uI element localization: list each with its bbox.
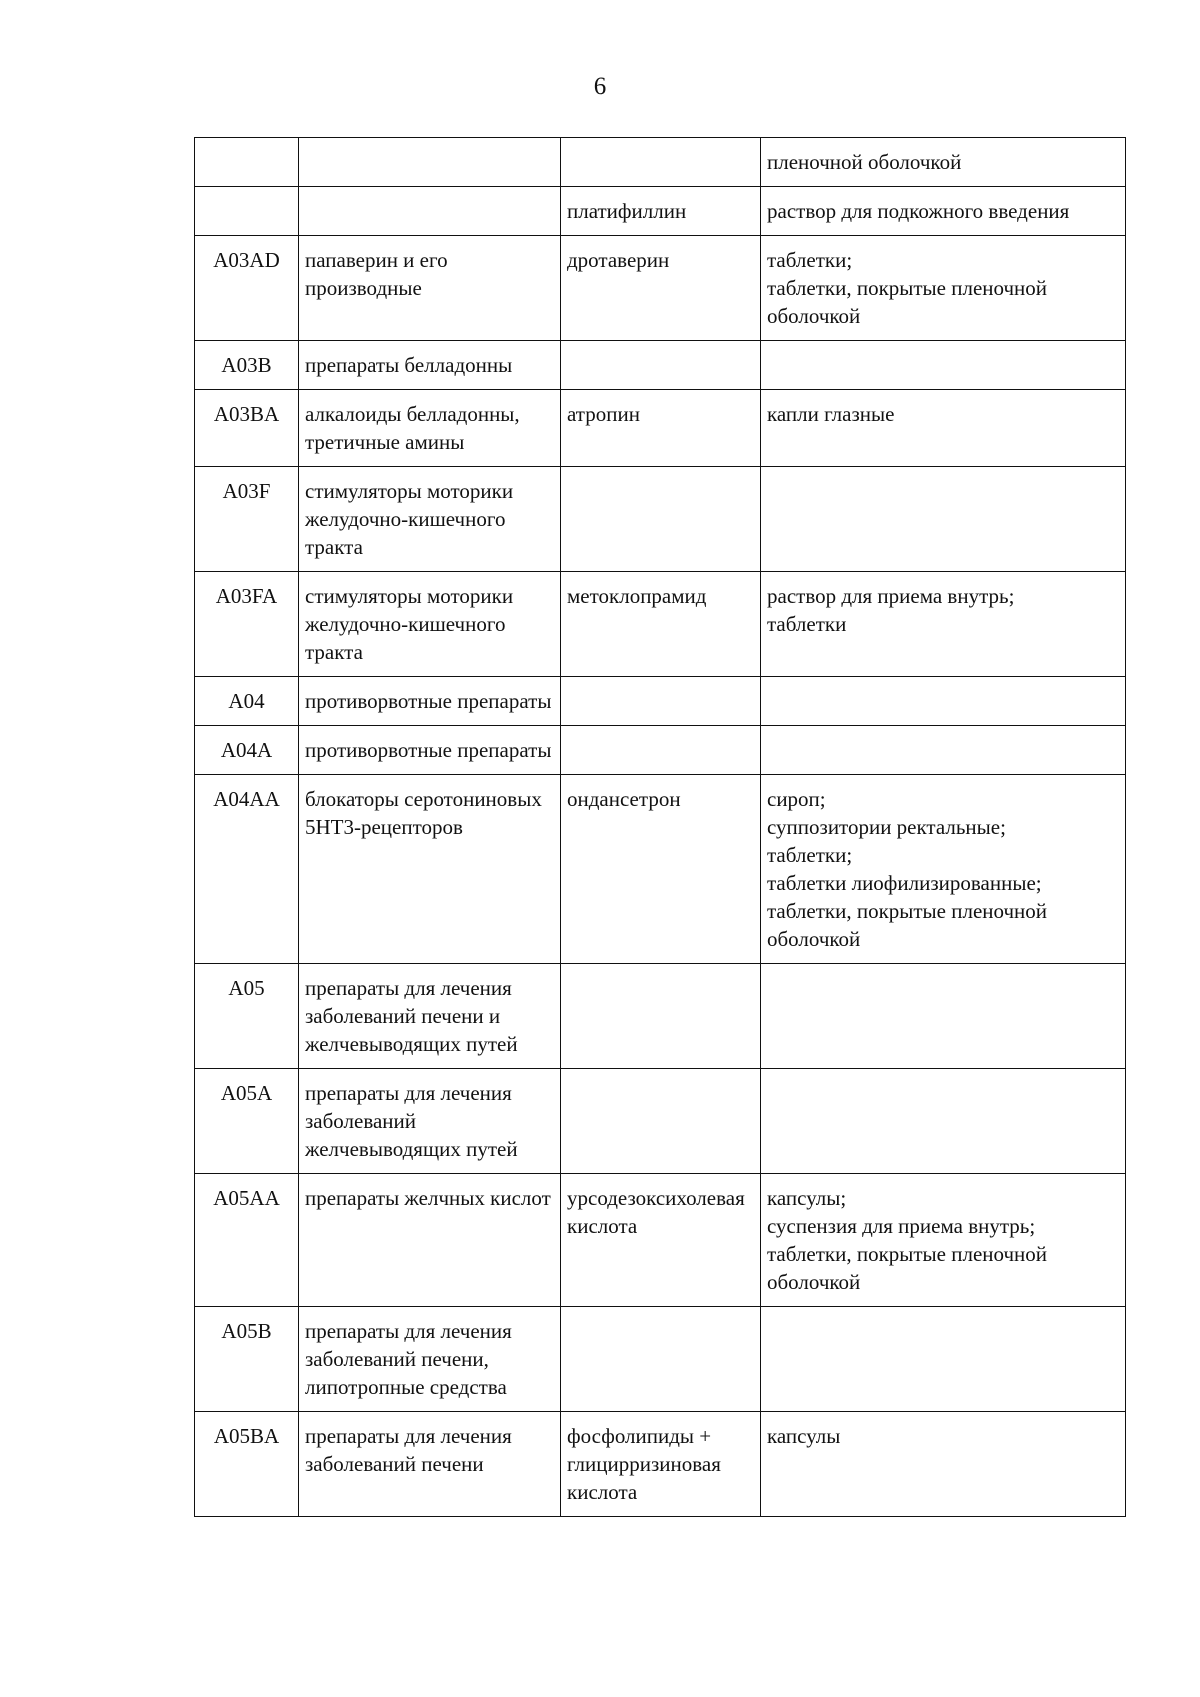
dosage-form-line: суспензия для приема внутрь; [767, 1214, 1036, 1238]
dosage-form-line: таблетки лиофилизированные; [767, 871, 1042, 895]
atc-group-cell: алкалоиды белладонны, третичные амины [299, 390, 561, 467]
dosage-form-line: таблетки, покрытые пленочной оболочкой [767, 899, 1048, 951]
dosage-form-cell [761, 964, 1126, 1069]
atc-code-cell: A03BA [195, 390, 299, 467]
table-row [195, 775, 1126, 964]
atc-group-cell: папаверин и его производные [299, 236, 561, 341]
dosage-form-line: пленочной оболочкой [767, 150, 962, 174]
atc-code-cell [195, 187, 299, 236]
atc-code-cell: A03AD [195, 236, 299, 341]
substance-cell [561, 1069, 761, 1174]
atc-code-cell: A05A [195, 1069, 299, 1174]
dosage-form-line: таблетки [767, 612, 847, 636]
table-row [195, 138, 1126, 187]
atc-group-cell: препараты для лечения заболеваний печени, липотропные средства [299, 1307, 561, 1412]
table-row [195, 1307, 1126, 1412]
atc-group-cell: препараты для лечения заболеваний желчевыводящих путей [299, 1069, 561, 1174]
atc-group-cell: препараты для лечения заболеваний печени [299, 1412, 561, 1517]
dosage-form-cell [761, 390, 1126, 467]
table-row [195, 1412, 1126, 1517]
atc-code-cell: A03B [195, 341, 299, 390]
substance-cell: атропин [561, 390, 761, 467]
atc-group-cell: блокаторы серотониновых 5HT3-рецепторов [299, 775, 561, 964]
dosage-form-line: суппозитории ректальные; [767, 815, 1006, 839]
substance-cell [561, 964, 761, 1069]
atc-code-cell: A05 [195, 964, 299, 1069]
table-row [195, 390, 1126, 467]
atc-code-cell: A04A [195, 726, 299, 775]
dosage-form-cell [761, 677, 1126, 726]
dosage-form-line: капли глазные [767, 402, 895, 426]
table-row [195, 1069, 1126, 1174]
substance-cell: метоклопрамид [561, 572, 761, 677]
atc-group-cell: стимуляторы моторики желудочно-кишечного тракта [299, 572, 561, 677]
atc-code-cell: A03F [195, 467, 299, 572]
dosage-form-cell [761, 1307, 1126, 1412]
substance-cell [561, 341, 761, 390]
substance-cell: дротаверин [561, 236, 761, 341]
dosage-form-line: капсулы [767, 1424, 841, 1448]
substance-cell: платифиллин [561, 187, 761, 236]
substance-cell: ондансетрон [561, 775, 761, 964]
table-row [195, 187, 1126, 236]
page-number: 6 [593, 73, 607, 100]
dosage-form-cell [761, 341, 1126, 390]
substance-cell: урсодезоксихолевая кислота [561, 1174, 761, 1307]
dosage-form-line: капсулы; [767, 1186, 847, 1210]
substance-cell [561, 467, 761, 572]
table-row [195, 236, 1126, 341]
atc-group-cell: противорвотные препараты [299, 677, 561, 726]
dosage-form-line: раствор для приема внутрь; [767, 584, 1015, 608]
atc-group-cell: противорвотные препараты [299, 726, 561, 775]
table-body [195, 138, 1126, 1517]
table-row [195, 964, 1126, 1069]
dosage-form-cell [761, 572, 1126, 677]
table-row [195, 572, 1126, 677]
substance-cell [561, 677, 761, 726]
dosage-form-line: таблетки; [767, 248, 853, 272]
dosage-form-line: раствор для подкожного введения [767, 199, 1070, 223]
atc-code-cell: A04AA [195, 775, 299, 964]
substance-cell: фосфолипиды + глицирризиновая кислота [561, 1412, 761, 1517]
atc-code-cell: A05BA [195, 1412, 299, 1517]
dosage-form-line: таблетки, покрытые пленочной оболочкой [767, 1242, 1048, 1294]
drug-table [194, 137, 1126, 1517]
dosage-form-cell [761, 138, 1126, 187]
substance-cell [561, 138, 761, 187]
atc-code-cell: A05AA [195, 1174, 299, 1307]
atc-code-cell: A05B [195, 1307, 299, 1412]
dosage-form-cell [761, 775, 1126, 964]
atc-group-cell [299, 187, 561, 236]
atc-group-cell [299, 138, 561, 187]
dosage-form-cell [761, 187, 1126, 236]
dosage-form-line: сироп; [767, 787, 826, 811]
atc-code-cell: A03FA [195, 572, 299, 677]
atc-group-cell: препараты желчных кислот [299, 1174, 561, 1307]
dosage-form-cell [761, 1412, 1126, 1517]
atc-group-cell: препараты белладонны [299, 341, 561, 390]
dosage-form-line: таблетки, покрытые пленочной оболочкой [767, 276, 1048, 328]
substance-cell [561, 726, 761, 775]
table-row [195, 341, 1126, 390]
dosage-form-cell [761, 726, 1126, 775]
dosage-form-line: таблетки; [767, 843, 853, 867]
dosage-form-cell [761, 236, 1126, 341]
dosage-form-cell [761, 1174, 1126, 1307]
substance-cell [561, 1307, 761, 1412]
atc-group-cell: препараты для лечения заболеваний печени и желчевыводящих путей [299, 964, 561, 1069]
table-row [195, 677, 1126, 726]
dosage-form-cell [761, 1069, 1126, 1174]
table-row [195, 1174, 1126, 1307]
atc-code-cell [195, 138, 299, 187]
atc-group-cell: стимуляторы моторики желудочно-кишечного тракта [299, 467, 561, 572]
table-row [195, 467, 1126, 572]
dosage-form-cell [761, 467, 1126, 572]
table-row [195, 726, 1126, 775]
atc-code-cell: A04 [195, 677, 299, 726]
